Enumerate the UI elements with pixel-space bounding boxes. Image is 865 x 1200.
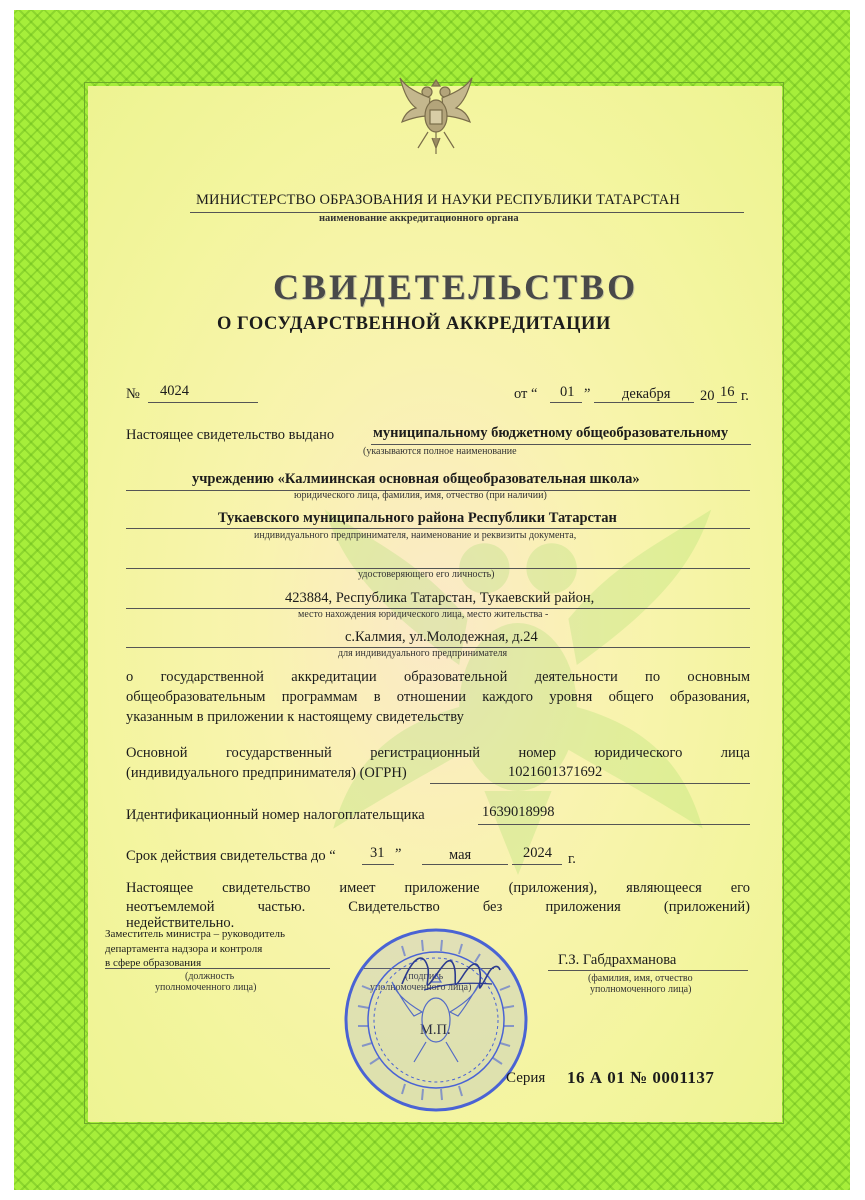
- holder-caption2: юридического лица, фамилия, имя, отчество (при наличии): [294, 490, 547, 501]
- date-prefix: от “: [514, 386, 538, 402]
- signatory-position-line2: департамента надзора и контроля: [105, 943, 263, 955]
- position-underline: [105, 968, 330, 969]
- validity-year-unit: г.: [568, 851, 576, 867]
- authority-name: МИНИСТЕРСТВО ОБРАЗОВАНИЯ И НАУКИ РЕСПУБЛИКИ ТАТАРСТАН: [196, 192, 680, 208]
- address-line2: с.Калмия, ул.Молодежная, д.24: [345, 629, 538, 645]
- accreditation-text-line1: о государственной аккредитации образовательной деятельности по основным: [126, 669, 750, 685]
- validity-year-underline: [512, 864, 562, 865]
- validity-day-underline: [362, 864, 394, 865]
- issue-month: декабря: [622, 386, 671, 402]
- issue-year-suffix: 16: [720, 384, 735, 400]
- appendix-text-line1: Настоящее свидетельство имеет приложение (приложения), являющееся его: [126, 880, 750, 896]
- series-label: Серия: [506, 1070, 546, 1086]
- number-underline: [148, 402, 258, 403]
- signatory-position-line1: Заместитель министра – руководитель: [105, 928, 285, 940]
- accreditation-text-line3: указанным в приложении к настоящему свидетельству: [126, 709, 464, 725]
- validity-day: 31: [370, 845, 385, 861]
- validity-year: 2024: [523, 845, 552, 861]
- address-caption1: место нахождения юридического лица, место жительства -: [298, 609, 549, 620]
- issue-day-close-quote: ”: [584, 386, 591, 402]
- address-caption2: для индивидуального предпринимателя: [338, 648, 508, 659]
- validity-label: Срок действия свидетельства до “: [126, 848, 336, 864]
- ogrn-value: 1021601371692: [508, 764, 603, 780]
- ogrn-label-line1: Основной государственный регистрационный номер юридического лица: [126, 745, 750, 761]
- ogrn-label-line2: (индивидуального предпринимателя) (ОГРН): [126, 765, 407, 781]
- inn-label: Идентификационный номер налогоплательщика: [126, 807, 425, 823]
- position-caption-line2: уполномоченного лица): [155, 982, 257, 993]
- holder-name-line1: муниципальному бюджетному общеобразовательному: [373, 425, 729, 441]
- signatory-name: Г.З. Габдрахманова: [558, 952, 677, 968]
- document-subtitle: О ГОСУДАРСТВЕННОЙ АККРЕДИТАЦИИ: [217, 314, 611, 334]
- issue-day: 01: [560, 384, 575, 400]
- signatory-name-underline: [548, 970, 748, 971]
- holder-line3-underline: [126, 528, 750, 529]
- coat-of-arms-icon: [396, 76, 476, 158]
- series-number: 16 А 01 № 0001137: [567, 1068, 715, 1087]
- position-caption-line1: (должность: [185, 971, 235, 982]
- issue-year-unit: г.: [741, 388, 749, 404]
- signatory-position-line3: в сфере образования: [105, 957, 202, 969]
- signature-icon: [394, 944, 504, 1014]
- address-line1: 423884, Республика Татарстан, Тукаевский район,: [285, 590, 595, 606]
- holder-caption1: (указываются полное наименование: [363, 446, 517, 457]
- accreditation-text-line2: общеобразовательным программам в отношении каждого уровня общего образования,: [126, 689, 750, 705]
- holder-name-line3: Тукаевского муниципального района Республики Татарстан: [218, 510, 617, 526]
- name-caption-line2: уполномоченного лица): [590, 984, 692, 995]
- holder-caption3: индивидуального предпринимателя, наименование и реквизиты документа,: [254, 530, 577, 541]
- validity-month: мая: [449, 847, 472, 863]
- inn-value: 1639018998: [482, 804, 555, 820]
- name-caption-line1: (фамилия, имя, отчество: [588, 973, 693, 984]
- inn-underline: [478, 824, 750, 825]
- holder-line1-underline: [371, 444, 751, 445]
- issue-year-underline: [717, 402, 737, 403]
- holder-caption4: удостоверяющего его личность): [358, 569, 495, 580]
- ogrn-underline: [430, 783, 750, 784]
- number-label: №: [126, 386, 140, 402]
- appendix-text-line2: неотъемлемой частью. Свидетельство без приложения (приложений): [126, 899, 750, 915]
- issue-day-underline: [550, 402, 582, 403]
- authority-caption: наименование аккредитационного органа: [319, 213, 519, 224]
- validity-day-close-quote: ”: [395, 846, 402, 862]
- issue-year-prefix: 20: [700, 388, 715, 404]
- issued-to-label: Настоящее свидетельство выдано: [126, 427, 335, 443]
- appendix-text-line3: недействительно.: [126, 915, 235, 931]
- holder-name-line2: учреждению «Калмиинская основная общеобразовательная школа»: [192, 471, 640, 487]
- issue-month-underline: [594, 402, 694, 403]
- validity-month-underline: [422, 864, 508, 865]
- document-title: СВИДЕТЕЛЬСТВО: [273, 267, 639, 307]
- certificate-number: 4024: [160, 383, 189, 399]
